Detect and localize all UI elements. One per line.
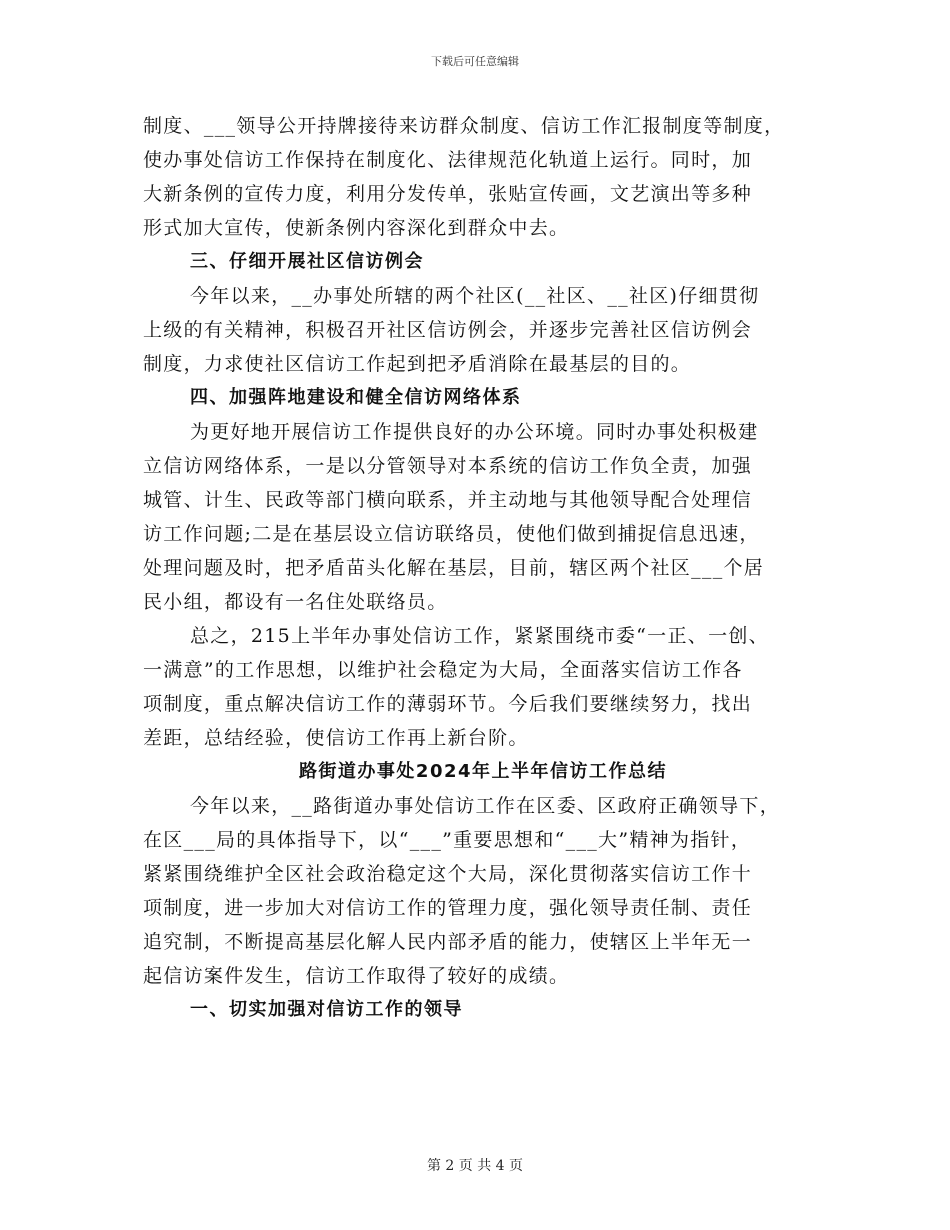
page-header-note: 下载后可任意编辑 (431, 55, 519, 68)
body-line: 起信访案件发生，信访工作取得了较好的成绩。 (143, 965, 570, 987)
body-line: 处理问题及时，把矛盾苗头化解在基层，目前，辖区两个社区___个居 (143, 557, 765, 579)
document-title: 路街道办事处2024年上半年信访工作总结 (298, 761, 668, 782)
body-line: 大新条例的宣传力度，利用分发传单，张贴宣传画，文艺演出等多种 (143, 183, 753, 205)
body-line: 城管、计生、民政等部门横向联系，并主动地与其他领导配合处理信 (143, 489, 753, 511)
document-body (143, 109, 823, 1027)
body-line: 制度，力求使社区信访工作起到把矛盾消除在最基层的目的。 (143, 353, 692, 375)
body-line: 形式加大宣传，使新条例内容深化到群众中去。 (143, 217, 570, 239)
page-number: 第 2 页 共 4 页 (426, 1158, 524, 1174)
body-line: 立信访网络体系，一是以分管领导对本系统的信访工作负全责，加强 (143, 455, 753, 477)
body-line: 民小组，都设有一名住处联络员。 (143, 591, 448, 613)
body-line: 上级的有关精神，积极召开社区信访例会，并逐步完善社区信访例会 (143, 319, 753, 341)
section-heading-1: 一、切实加强对信访工作的领导 (190, 999, 463, 1020)
body-line: 今年以来，__办事处所辖的两个社区(__社区、__社区)仔细贯彻 (190, 285, 760, 307)
body-line: 总之，215上半年办事处信访工作，紧紧围绕市委“一正、一创、 (190, 625, 769, 647)
body-line: 追究制，不断提高基层化解人民内部矛盾的能力，使辖区上半年无一 (143, 931, 753, 953)
body-line: 一满意”的工作思想，以维护社会稳定为大局，全面落实信访工作各 (143, 659, 743, 681)
body-line: 使办事处信访工作保持在制度化、法律规范化轨道上运行。同时，加 (143, 149, 753, 171)
body-line: 项制度，重点解决信访工作的薄弱环节。今后我们要继续努力，找出 (143, 693, 753, 715)
section-heading-3: 三、仔细开展社区信访例会 (190, 251, 424, 272)
body-line: 紧紧围绕维护全区社会政治稳定这个大局，深化贯彻落实信访工作十 (143, 863, 753, 885)
body-line: 制度、___领导公开持牌接待来访群众制度、信访工作汇报制度等制度， (143, 115, 785, 137)
body-line: 今年以来，__路街道办事处信访工作在区委、区政府正确领导下， (190, 795, 781, 817)
body-line: 访工作问题;二是在基层设立信访联络员，使他们做到捕捉信息迅速， (143, 523, 760, 545)
section-heading-4: 四、加强阵地建设和健全信访网络体系 (190, 387, 522, 408)
body-line: 在区___局的具体指导下，以“___”重要思想和“___大”精神为指针， (143, 829, 752, 851)
body-line: 项制度，进一步加大对信访工作的管理力度，强化领导责任制、责任 (143, 897, 753, 919)
body-line: 为更好地开展信访工作提供良好的办公环境。同时办事处积极建 (190, 421, 759, 443)
body-line: 差距，总结经验，使信访工作再上新台阶。 (143, 727, 529, 749)
